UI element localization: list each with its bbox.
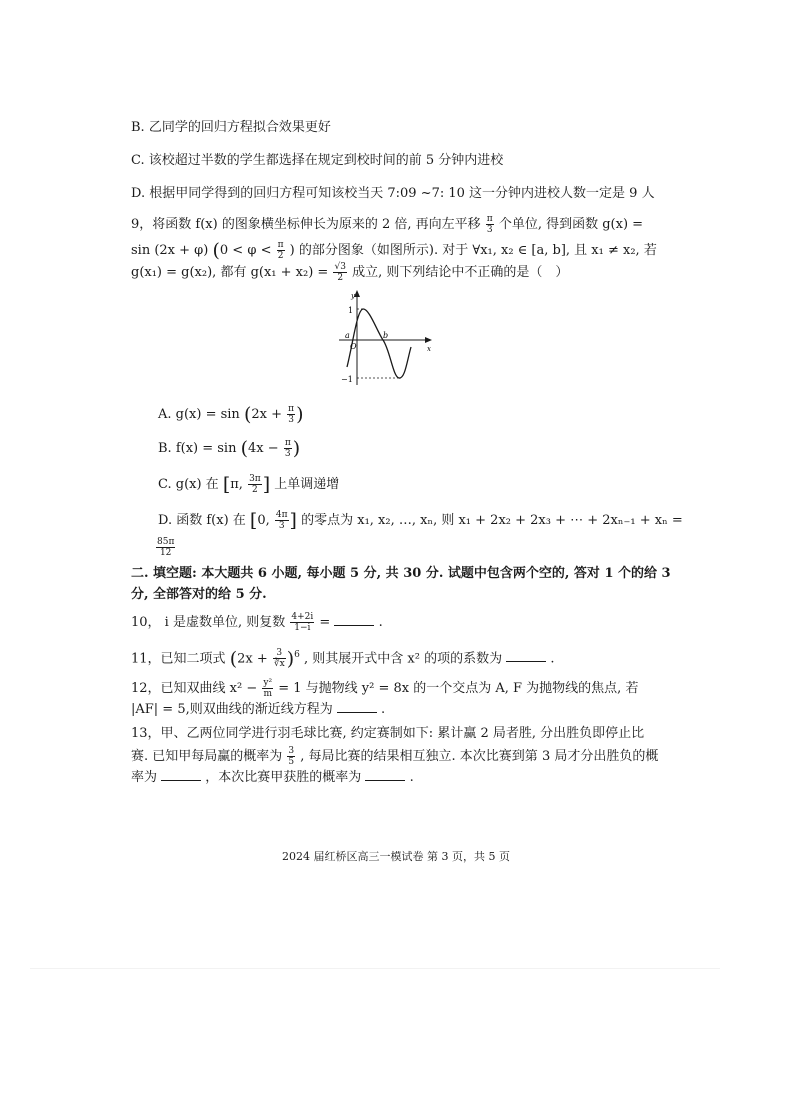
page-footer: 2024 届红桥区高三一模试卷 第 3 页，共 5 页 — [282, 850, 510, 863]
answer-blank — [161, 768, 201, 781]
fraction: $\frac{3}{5}$ — [288, 746, 295, 767]
q9-option-c: C. g(x) 在 [π, $\frac{3\pi}{2}$ ] 上单调递增 — [158, 473, 340, 496]
tick-one: 1 — [348, 306, 354, 315]
answer-blank — [506, 649, 546, 662]
answer-blank — [337, 700, 377, 713]
q13-line-1: 13，甲、乙两位同学进行羽毛球比赛, 约定赛制如下: 累计赢 2 局者胜, 分出胜负即停止比 — [131, 726, 645, 741]
scan-edge — [30, 968, 720, 969]
sine-graph-figure — [333, 287, 453, 397]
fraction: $\frac{√3}{2}$ — [334, 262, 346, 283]
point-a-label: a — [345, 331, 350, 340]
q9-option-a: A. g(x) = sin (2x + $\frac{\pi}{3}$ ) — [158, 403, 304, 426]
point-b-label: b — [383, 331, 389, 340]
q9-option-b: B. f(x) = sin (4x − $\frac{\pi}{3}$ ) — [158, 437, 301, 460]
fraction: $\frac{4+2i}{1-i}$ — [291, 612, 314, 633]
q11: 11，已知二项式 (2x + $\frac{3}{∛x}$ )$^6$ , 则其展开式中含 x² 的项的系数为 . — [131, 647, 555, 670]
q9-option-d: D. 函数 f(x) 在 [0, $\frac{4\pi}{3}$ ] 的零点为 x₁, x₂, …, xₙ, 则 x₁ + 2x₂ + 2x₃ + ⋯ + 2xₙ₋₁ + xₙ = — [158, 509, 683, 532]
q8-option-b: B. 乙同学的回归方程拟合效果更好 — [131, 120, 331, 135]
fraction: $\frac{\pi}{3}$ — [288, 404, 295, 425]
q9-line-2: sin (2x + φ) (0 < φ < $\frac{\pi}{2}$ ) 的部分图象（如图所示). 对于 ∀x₁, x₂ ∈ [a, b], 且 x₁ ≠ x₂, 若 — [131, 239, 657, 262]
origin-label: O — [350, 342, 357, 351]
q12-line-2: |AF| = 5,则双曲线的渐近线方程为 . — [131, 702, 386, 717]
section-2-heading-line-1: 二. 填空题: 本大题共 6 小题, 每小题 5 分, 共 30 分. 试题中包含两个空的, 答对 1 个的给 3 — [131, 566, 671, 581]
answer-blank — [334, 613, 374, 626]
q8-option-c: C. 该校超过半数的学生都选择在规定到校时间的前 5 分钟内进校 — [131, 153, 504, 168]
x-axis-arrow — [425, 337, 432, 343]
fraction: $\frac{3\pi}{2}$ — [249, 474, 261, 495]
answer-blank — [365, 768, 405, 781]
q10: 10， i 是虚数单位, 则复数 $\frac{4+2i}{1-i}$ = . — [131, 612, 383, 633]
fraction: $\frac{4\pi}{3}$ — [275, 510, 288, 531]
q9-line-3: g(x₁) = g(x₂), 都有 g(x₁ + x₂) = $\frac{√3}{2}$ 成立, 则下列结论中不正确的是（ ） — [131, 262, 569, 283]
fraction: $\frac{85\pi}{12}$ — [157, 537, 175, 558]
section-2-heading-line-2: 分, 全部答对的给 5 分. — [131, 587, 267, 602]
fraction: $\frac{\pi}{2}$ — [277, 240, 284, 261]
q13-line-2: 赛. 已知甲每局赢的概率为 $\frac{3}{5}$ , 每局比赛的结果相互独立. 本次比赛到第 3 局才分出胜负的概 — [131, 746, 659, 767]
q8-option-d: D. 根据甲同学得到的回归方程可知该校当天 7:09 ~7: 10 这一分钟内进校人数一定是 9 人 — [131, 186, 655, 201]
fraction: $\frac{3}{∛x}$ — [273, 648, 285, 670]
fraction: $\frac{\pi}{3}$ — [486, 214, 493, 235]
q9-option-d-answer — [155, 537, 176, 558]
y-label: y — [351, 292, 355, 300]
x-label: x — [427, 345, 431, 353]
q13-line-3: 率为 ，本次比赛甲获胜的概率为 . — [131, 770, 414, 785]
q9-line-1: 9，将函数 f(x) 的图象横坐标伸长为原来的 2 倍, 再向左平移 $\frac{\pi}{3}$ 个单位, 得到函数 g(x) = — [131, 214, 644, 235]
q12-line-1: 12，已知双曲线 x² − $\frac{\text{y²}}{m}$ = 1 与抛物线 y² = 8x 的一个交点为 A, F 为抛物线的焦点, 若 — [131, 678, 639, 699]
fraction: $\frac{\text{y²}}{m}$ — [263, 678, 273, 699]
tick-neg-one: −1 — [341, 375, 353, 384]
fraction: $\frac{\pi}{3}$ — [284, 438, 291, 459]
